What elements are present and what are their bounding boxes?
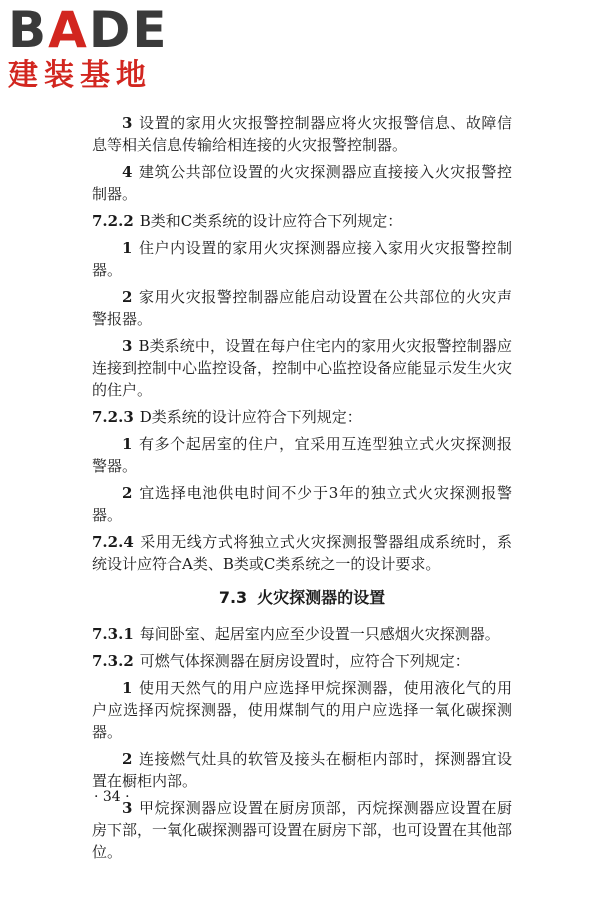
- page-content: [92, 112, 512, 868]
- item-number: 4: [122, 163, 133, 181]
- logo-mark-b: B: [8, 1, 49, 59]
- item-number: 2: [122, 484, 133, 502]
- clause-text: 采用无线方式将独立式火灾探测报警器组成系统时，系统设计应符合A类、B类或C类系统之一的设计要求。: [92, 533, 512, 573]
- list-item: [92, 286, 512, 330]
- clause-number: 7.3.2: [92, 652, 134, 670]
- item-text: 家用火灾报警控制器应能启动设置在公共部位的火灾声警报器。: [92, 288, 512, 328]
- clause-paragraph: [92, 623, 512, 645]
- item-text: 有多个起居室的住户，宜采用互连型独立式火灾探测报警器。: [92, 435, 512, 475]
- section-number: 7.3: [218, 588, 248, 607]
- item-text: 建筑公共部位设置的火灾探测器应直接接入火灾报警控制器。: [92, 163, 512, 203]
- clause-paragraph: [92, 406, 512, 428]
- list-item: [92, 433, 512, 477]
- item-number: 1: [122, 239, 133, 257]
- list-item: [92, 482, 512, 526]
- item-number: 3: [122, 114, 133, 132]
- list-item: [92, 748, 512, 792]
- item-text: 使用天然气的用户应选择甲烷探测器，使用液化气的用户应选择丙烷探测器，使用煤制气的用户应选择一氧化碳探测器。: [92, 679, 512, 741]
- clause-paragraph: [92, 531, 512, 575]
- item-number: 3: [122, 799, 133, 817]
- bade-logo: [8, 1, 178, 94]
- clause-paragraph: [92, 650, 512, 672]
- clause-text: 每间卧室、起居室内应至少设置一只感烟火灾探测器。: [139, 625, 500, 643]
- item-number: 2: [122, 750, 133, 768]
- list-item: [92, 161, 512, 205]
- page-number: · 34 ·: [94, 789, 130, 805]
- logo-subtitle: 建装基地: [8, 58, 152, 93]
- logo-mark-de: DE: [88, 1, 169, 59]
- item-number: 2: [122, 288, 133, 306]
- item-number: 3: [122, 337, 133, 355]
- clause-text: B类和C类系统的设计应符合下列规定：: [139, 212, 403, 230]
- logo-mark: [8, 1, 178, 59]
- clause-paragraph: [92, 210, 512, 232]
- list-item: [92, 797, 512, 863]
- clause-text: D类系统的设计应符合下列规定：: [139, 408, 362, 426]
- logo-mark-a: A: [48, 1, 89, 59]
- list-item: [92, 677, 512, 743]
- item-text: 宜选择电池供电时间不少于3年的独立式火灾探测报警器。: [92, 484, 512, 524]
- clause-number: 7.2.4: [92, 533, 134, 551]
- item-text: 连接燃气灶具的软管及接头在橱柜内部时，探测器宜设置在橱柜内部。: [92, 750, 512, 790]
- clause-number: 7.2.3: [92, 408, 134, 426]
- list-item: [92, 335, 512, 401]
- list-item: [92, 112, 512, 156]
- item-text: B类系统中，设置在每户住宅内的家用火灾报警控制器应连接到控制中心监控设备，控制中心监控设备应能显示发生火灾的住户。: [92, 337, 513, 399]
- item-text: 甲烷探测器应设置在厨房顶部，丙烷探测器应设置在厨房下部，一氧化碳探测器可设置在厨房下部，也可设置在其他部位。: [92, 799, 513, 861]
- clause-number: 7.3.1: [92, 625, 134, 643]
- clause-text: 可燃气体探测器在厨房设置时，应符合下列规定：: [139, 652, 470, 670]
- item-number: 1: [122, 435, 133, 453]
- section-title: 火灾探测器的设置: [257, 588, 386, 607]
- list-item: [92, 237, 512, 281]
- item-text: 住户内设置的家用火灾探测器应接入家用火灾报警控制器。: [92, 239, 512, 279]
- section-heading: [92, 587, 512, 609]
- item-text: 设置的家用火灾报警控制器应将火灾报警信息、故障信息等相关信息传输给相连接的火灾报警控制器。: [92, 114, 512, 154]
- item-number: 1: [122, 679, 133, 697]
- clause-number: 7.2.2: [92, 212, 134, 230]
